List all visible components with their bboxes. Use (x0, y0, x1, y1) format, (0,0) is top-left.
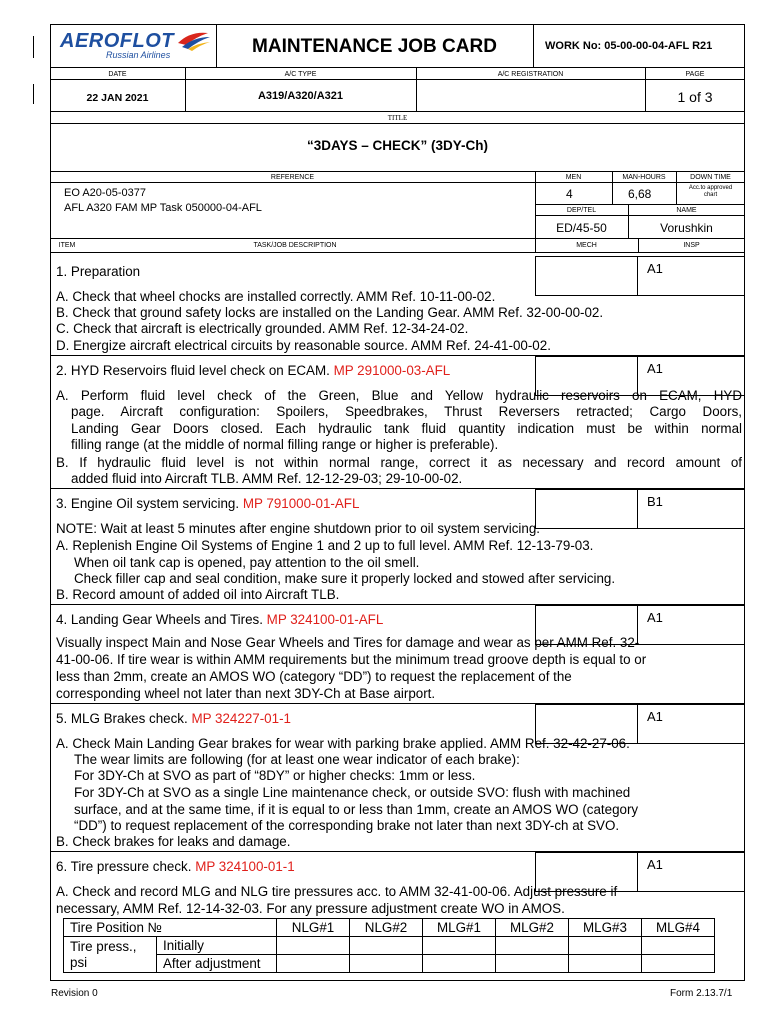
pressure-cell[interactable] (423, 937, 496, 955)
section-3-mech-box[interactable] (535, 489, 638, 529)
section-6-title (56, 859, 295, 875)
pressure-cell[interactable] (423, 955, 496, 973)
logo-subtitle: Russian Airlines (106, 50, 171, 60)
section-4-line: corresponding wheel not later than next 3DY-Ch at Base airport. (56, 686, 436, 701)
section-3-title-text: 3. Engine Oil system servicing. (56, 496, 240, 511)
section-2-title-text: 2. HYD Reservoirs fluid level check on ECAM. (56, 363, 330, 378)
actype-value: A319/A320/A321 (257, 90, 343, 102)
pressure-cell[interactable] (496, 955, 569, 973)
downtime-value-2: chart (703, 192, 718, 198)
page-value: 1 of 3 (677, 89, 713, 105)
pressure-cell[interactable] (569, 937, 642, 955)
section-4-title (56, 612, 383, 628)
page-title: MAINTENANCE JOB CARD (252, 36, 497, 57)
reference-line-1: EO A20-05-0377 (64, 187, 146, 199)
section-6-line: A. Check and record MLG and NLG tire pressures acc. to AMM 32-41-00-06. Adjust pressure if (56, 884, 618, 899)
header-divider-2 (533, 24, 534, 68)
section-3-line: NOTE: Wait at least 5 minutes after engine shutdown prior to oil system servicing. (56, 521, 540, 536)
pressure-cell[interactable] (277, 955, 350, 973)
pressure-cell[interactable] (569, 955, 642, 973)
section-1-mech-box[interactable] (535, 256, 638, 296)
section-2-title (56, 363, 450, 379)
logo-text: AEROFLOT (60, 30, 174, 52)
task-caption: TASK/JOB DESCRIPTION (253, 242, 337, 249)
revision-label: Revision 0 (51, 988, 98, 999)
section-2-line: Landing Gear Doors closed. Each hydraulic tank fluid quantity indication must be within normal (71, 421, 742, 436)
tire-position-col: MLG#1 (423, 919, 496, 937)
after-adjustment-label: After adjustment (157, 955, 277, 973)
date-value: 22 JAN 2021 (86, 92, 149, 104)
section-1-title (56, 264, 140, 280)
section-5-line: surface, and at the same time, if it is equal to or less than 1mm, create an AMOS WO (category (74, 802, 639, 817)
section-3-line: A. Replenish Engine Oil Systems of Engine 1 and 2 up to full level. AMM Ref. 12-13-79-03. (56, 538, 594, 553)
section-1-line: B. Check that ground safety locks are installed on the Landing Gear. AMM Ref. 32-00-00-02. (56, 305, 604, 320)
binder-mark-top (33, 36, 34, 58)
section-1-line: D. Energize aircraft electrical circuits by reasonable source. AMM Ref. 24-41-00-02. (56, 338, 551, 353)
section-4-title-text: 4. Landing Gear Wheels and Tires. (56, 612, 263, 627)
date-caption: DATE (108, 71, 127, 78)
section-2-line: page. Aircraft configuration: Spoilers, Speedbrakes, Thrust Reversers retracted; Cargo Doors, (71, 404, 742, 419)
section-3-line: When oil tank cap is opened, pay attention to the oil smell. (74, 555, 420, 570)
section-5-mp-ref: MP 324227-01-1 (191, 711, 291, 726)
mech-caption: MECH (576, 242, 597, 249)
tire-position-col: MLG#4 (642, 919, 715, 937)
actype-caption: A/C TYPE (284, 71, 317, 78)
form-number: Form 2.13.7/1 (670, 988, 733, 999)
table-row (64, 937, 715, 955)
section-5-line: B. Check brakes for leaks and damage. (56, 834, 291, 849)
pressure-cell[interactable] (642, 955, 715, 973)
section-3-line: Check filler cap and seal condition, make sure it properly locked and stowed after servicing. (74, 571, 616, 586)
section-1-line: A. Check that wheel chocks are installed correctly. AMM Ref. 10-11-00-02. (56, 289, 496, 304)
section-4-insp-box[interactable]: A1 (638, 605, 745, 645)
binder-mark-bottom (33, 84, 34, 104)
section-2-insp-box[interactable]: A1 (638, 356, 745, 396)
tire-pressure-table (63, 918, 715, 973)
section-6-title-text: 6. Tire pressure check. (56, 859, 192, 874)
tire-position-col: MLG#3 (569, 919, 642, 937)
section-3-insp-box[interactable]: B1 (638, 489, 745, 529)
acreg-caption: A/C REGISTRATION (497, 71, 564, 78)
section-5-insp-box[interactable]: A1 (638, 704, 745, 744)
pressure-cell[interactable] (277, 937, 350, 955)
section-2-line: added fluid into Aircraft TLB. AMM Ref. 12-12-29-03; 29-10-00-02. (71, 471, 463, 486)
reference-line-2: AFL A320 FAM MP Task 050000-04-AFL (64, 202, 262, 214)
item-caption: ITEM (58, 242, 76, 249)
section-5-line: For 3DY-Ch at SVO as part of “8DY” or higher checks: 1mm or less. (74, 768, 476, 783)
tire-position-header: Tire Position № (64, 919, 277, 937)
section-1-title-text: 1. Preparation (56, 264, 141, 279)
section-4-mp-ref: MP 324100-01-AFL (266, 612, 384, 627)
section-2-line: B. If hydraulic fluid level is not within normal range, correct it as necessary and record amount of (56, 455, 742, 470)
pressure-cell[interactable] (350, 955, 423, 973)
work-number: WORK No: 05-00-00-04-AFL R21 (545, 40, 713, 52)
section-6-line: necessary, AMM Ref. 12-14-32-03. For any pressure adjustment create WO in AMOS. (56, 901, 565, 916)
title-caption: TITLE (387, 114, 408, 122)
section-5-line: “DD”) to request replacement of the corresponding brake not later than next 3DY-ch at SVO. (74, 818, 620, 833)
section-5-line: The wear limits are following (for at least one wear indicator of each brake): (74, 752, 520, 767)
section-3-mp-ref: MP 791000-01-AFL (242, 496, 360, 511)
logo-wing-icon (176, 29, 212, 51)
insp-caption: INSP (683, 242, 700, 249)
pressure-cell[interactable] (496, 937, 569, 955)
section-2-line: A. Perform fluid level check of the Green, Blue and Yellow hydraulic reservoirs on ECAM, HYD (56, 388, 742, 403)
name-caption: NAME (676, 207, 697, 214)
tire-press-label-2: psi (70, 954, 88, 970)
section-2-line: filling range (at the middle of normal filling range or higher is preferable). (71, 437, 499, 452)
section-4-line: 41-00-06. If tire wear is within AMM requirements but the minimum tread groove depth is equal to or (56, 652, 647, 667)
section-5-title-text: 5. MLG Brakes check. (56, 711, 188, 726)
ref-mid-line-2 (535, 215, 745, 216)
section-6-insp-box[interactable]: A1 (638, 852, 745, 892)
men-value: 4 (566, 187, 573, 201)
section-1-insp-box[interactable]: A1 (638, 256, 745, 296)
deptel-caption: DEP/TEL (566, 207, 597, 214)
page-caption: PAGE (685, 71, 705, 78)
tire-position-col: NLG#1 (277, 919, 350, 937)
pressure-cell[interactable] (642, 937, 715, 955)
downtime-value-1: Acc.to approved (688, 185, 733, 191)
table-row (64, 919, 715, 937)
section-3-line: B. Record amount of added oil into Aircraft TLB. (56, 587, 340, 602)
info-caption-line (50, 79, 745, 80)
initially-label: Initially (157, 937, 277, 955)
section-5-title (56, 711, 291, 727)
pressure-cell[interactable] (350, 937, 423, 955)
table-row (64, 955, 715, 973)
tire-press-label (64, 937, 157, 973)
title-caption-line (50, 123, 745, 124)
ref-caption-line (50, 182, 745, 183)
name-value: Vorushkin (660, 221, 713, 235)
section-6-mp-ref: MP 324100-01-1 (195, 859, 295, 874)
manhours-value: 6,68 (628, 187, 652, 201)
reference-caption: REFERENCE (270, 174, 315, 181)
tire-position-col: NLG#2 (350, 919, 423, 937)
tire-press-label-1: Tire press., (70, 938, 137, 954)
men-caption: MEN (565, 174, 582, 181)
section-2-mp-ref: MP 291000-03-AFL (333, 363, 451, 378)
downtime-caption: DOWN TIME (690, 174, 731, 181)
section-3-title (56, 496, 359, 512)
ref-mid-line (535, 204, 745, 205)
section-5-line: A. Check Main Landing Gear brakes for wear with parking brake applied. AMM Ref. 32-42-27-06. (56, 736, 630, 751)
tire-position-col: MLG#2 (496, 919, 569, 937)
deptel-value: ED/45-50 (556, 221, 607, 235)
card-title: “3DAYS – CHECK” (3DY-Ch) (306, 138, 489, 153)
section-5-line: For 3DY-Ch at SVO as a single Line maintenance check, or outside SVO: flush with machined (74, 785, 631, 800)
section-1-line: C. Check that aircraft is electrically grounded. AMM Ref. 12-34-24-02. (56, 321, 469, 336)
section-4-line: Visually inspect Main and Nose Gear Wheels and Tires for damage and wear as per AMM Ref. 32- (56, 635, 640, 650)
manhours-caption: MAN-HOURS (622, 174, 666, 181)
section-4-line: less than 2mm, create an AMOS WO (category “DD”) to request the replacement of the (56, 669, 572, 684)
aeroflot-logo (58, 29, 213, 65)
